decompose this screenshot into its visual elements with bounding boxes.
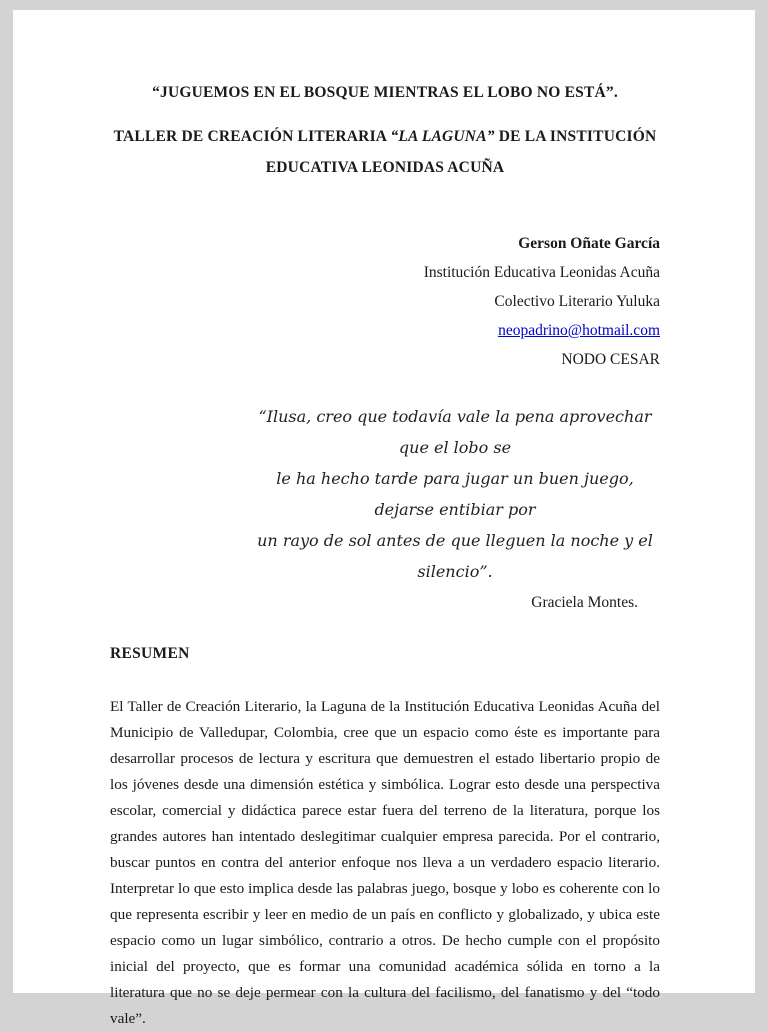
abstract-paragraph: El Taller de Creación Literario, la Laguna de la Institución Educativa Leonidas Acuña del Municipio de Valledupar, Colombia, cree que un espacio como éste es importante para desarrollar procesos de lectura y escritura que demuestren el estado libertario propio de los jóvenes desde una dimensión estética y simbólica. Lograr esto desde una perspectiva escolar, comercial y didáctica parece estar fuera del terreno de la literatura, porque los grandes autores han intentado deslegitimar cualquier empresa parecida. Por el contrario, buscar puntos en contra del anterior enfoque nos lleva a un verdadero espacio literario. Interpretar lo que esto implica desde las palabras juego, bosque y lobo es coherente con lo que representa escribir y leer en medio de un país en conflicto y globalizado, y ubica este espacio como un lugar simbólico, contrario a otros. De hecho cumple con el propósito inicial del proyecto, que es formar una comunidad académica sólida en torno a la literatura que no se deje permear con la cultura del facilismo, del fanatismo y del “todo vale”. [110, 698, 660, 1027]
quote-line-2: le ha hecho tarde para jugar un buen juego, dejarse entibiar por [276, 469, 634, 519]
author-institution: Institución Educativa Leonidas Acuña [423, 264, 660, 281]
author-node: NODO CESAR [561, 351, 660, 368]
author-name: Gerson Oñate García [518, 235, 660, 252]
document-subtitle [110, 121, 660, 183]
subtitle-text-part2: DE LA INSTITUCIÓN EDUCATIVA LEONIDAS ACUÑA [265, 128, 657, 176]
quote-attribution: Graciela Montes. [531, 594, 638, 611]
author-email-link[interactable]: neopadrino@hotmail.com [498, 322, 660, 339]
author-block [110, 229, 660, 374]
subtitle-text-part1: TALLER DE CREACIÓN LITERARIA [113, 128, 391, 145]
subtitle-text-italic: “LA LAGUNA” [390, 128, 495, 145]
document-page [13, 10, 755, 1027]
author-collective: Colectivo Literario Yuluka [494, 293, 660, 310]
quote-line-3: un rayo de sol antes de que lleguen la noche y el silencio”. [257, 531, 653, 581]
quote-line-1: “Ilusa, creo que todavía vale la pena aprovechar que el lobo se [258, 407, 652, 457]
abstract-heading: RESUMEN [110, 645, 190, 662]
epigraph-quote [250, 401, 660, 618]
document-title: “JUGUEMOS EN EL BOSQUE MIENTRAS EL LOBO NO ESTÁ”. [152, 84, 618, 101]
